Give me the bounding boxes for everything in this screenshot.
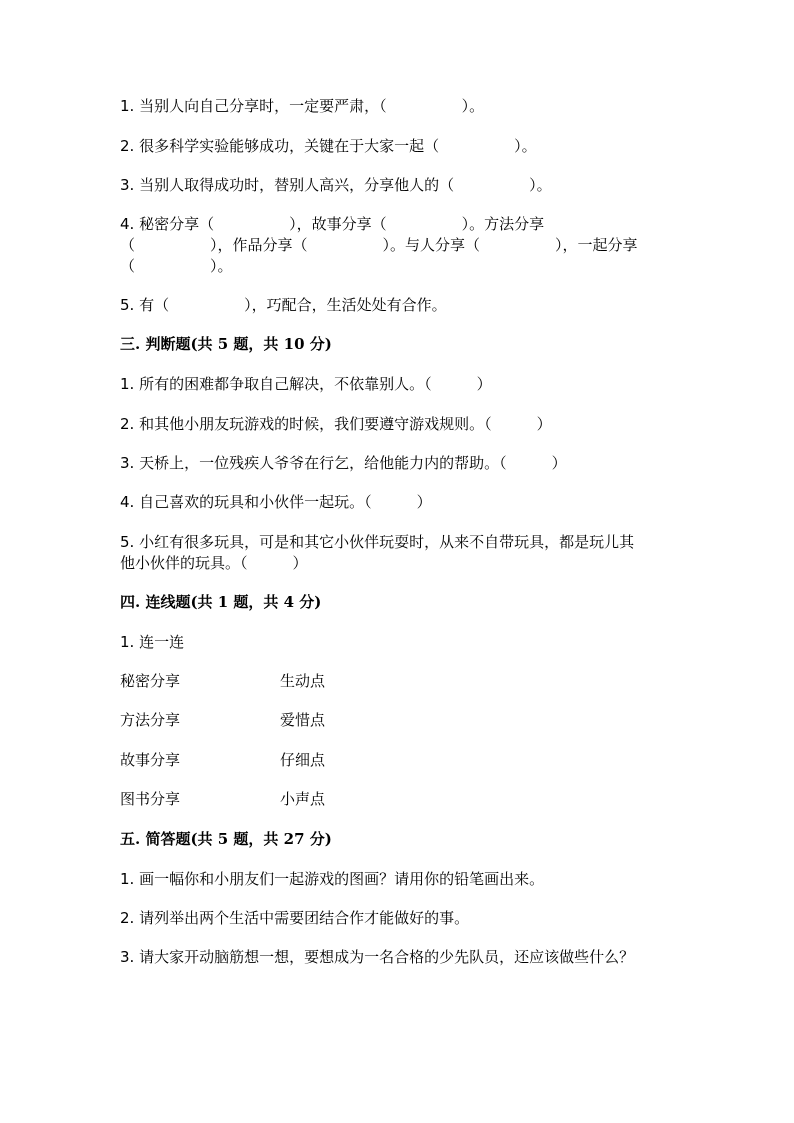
fill-question-4-line-3: （ ）。 (120, 257, 233, 275)
judge-question-1: 1. 所有的困难都争取自己解决，不依靠别人。（ ） (120, 375, 492, 393)
judge-question-2: 2. 和其他小朋友玩游戏的时候，我们要遵守游戏规则。（ ） (120, 415, 552, 433)
match-right-item: 仔细点 (280, 751, 326, 769)
judge-question-5-line-1: 5. 小红有很多玩具，可是和其它小伙伴玩耍时，从来不自带玩具，都是玩儿其 (120, 533, 635, 551)
match-right-item: 生动点 (280, 672, 326, 690)
match-left-item: 故事分享 (120, 751, 181, 769)
judge-question-4: 4. 自己喜欢的玩具和小伙伴一起玩。（ ） (120, 493, 432, 511)
fill-question-2: 2. 很多科学实验能够成功，关键在于大家一起（ ）。 (120, 137, 537, 155)
fill-question-1: 1. 当别人向自己分享时，一定要严肃，（ ）。 (120, 97, 485, 115)
short-question-2: 2. 请列举出两个生活中需要团结合作才能做好的事。 (120, 909, 470, 927)
fill-question-4-line-2: （ ），作品分享（ ）。与人分享（ ），一起分享 (120, 236, 638, 254)
match-question-1: 1. 连一连 (120, 633, 185, 651)
section-heading-short-answer: 五. 简答题(共 5 题，共 27 分) (120, 830, 332, 848)
short-question-3: 3. 请大家开动脑筋想一想，要想成为一名合格的少先队员，还应该做些什么？ (120, 948, 635, 966)
judge-question-3: 3. 天桥上，一位残疾人爷爷在行乞，给他能力内的帮助。（ ） (120, 454, 567, 472)
match-left-item: 秘密分享 (120, 672, 181, 690)
fill-question-4-line-1: 4. 秘密分享（ ），故事分享（ ）。方法分享 (120, 215, 545, 233)
judge-question-5-line-2: 他小伙伴的玩具。（ ） (120, 554, 308, 572)
fill-question-5: 5. 有（ ），巧配合，生活处处有合作。 (120, 296, 447, 314)
section-heading-match: 四. 连线题(共 1 题，共 4 分) (120, 593, 322, 611)
match-right-item: 小声点 (280, 790, 326, 808)
section-heading-judge: 三. 判断题(共 5 题，共 10 分) (120, 335, 332, 353)
short-question-1: 1. 画一幅你和小朋友们一起游戏的图画？请用你的铅笔画出来。 (120, 870, 545, 888)
match-left-item: 图书分享 (120, 790, 181, 808)
match-right-item: 爱惜点 (280, 711, 326, 729)
fill-question-3: 3. 当别人取得成功时，替别人高兴，分享他人的（ ）。 (120, 176, 552, 194)
match-left-item: 方法分享 (120, 711, 181, 729)
